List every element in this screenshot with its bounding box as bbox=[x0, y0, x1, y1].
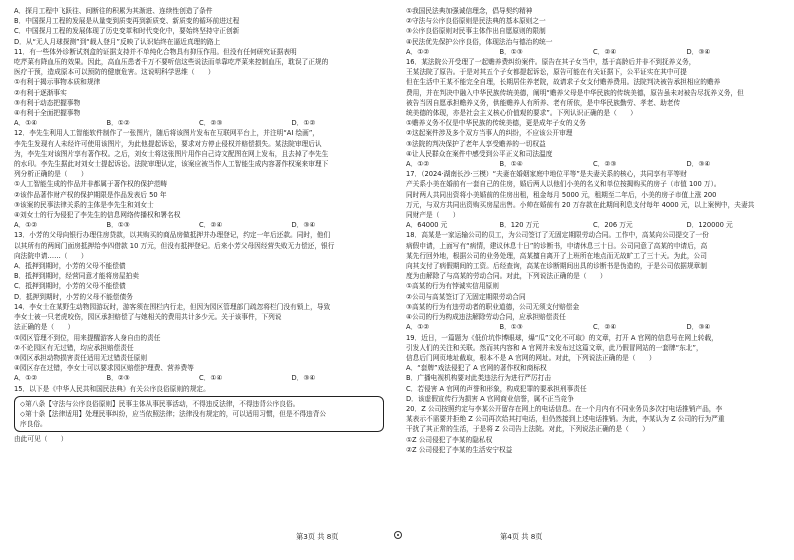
text-line: 11．有一些体外诊断试剂盒的证据支持并不单纯化合物具有抑压作用。但没有任何研究证据表明 bbox=[14, 47, 297, 56]
text-line: 15．以下是《中华人民共和国民法典》有关公序良俗原则的规定。 bbox=[14, 384, 210, 393]
answer-options bbox=[14, 118, 384, 128]
text-line: 统美德的体现，亦是社会主义核心价值观的要求”。下列认识正确的是（ ） bbox=[406, 109, 637, 118]
text-line: 干扰了其正常的生活，于是将 Z 公司告上法院。对此，下列说法正确的是（ ） bbox=[406, 425, 649, 434]
answer-option: B．①④ bbox=[499, 160, 523, 169]
answer-option: A．①② bbox=[406, 323, 430, 332]
text-line: C．若侵害 A 官网的声誉和形象，构成犯罪的要承担刑事责任 bbox=[406, 384, 587, 393]
answer-option: B．①③ bbox=[499, 323, 523, 332]
answer-options bbox=[406, 159, 780, 169]
answer-option: D．③④ bbox=[686, 160, 711, 169]
text-line: ①有利于揭示事物本质和规律 bbox=[14, 78, 101, 87]
text-line: ③高某的行为有违劳动者的职业道德，公司无须支付赔偿金 bbox=[406, 302, 580, 311]
text-line: C．抵押到期时，小芳的父母不能偿债 bbox=[14, 282, 126, 291]
page-number-right: 第4页 共 8页 bbox=[500, 532, 543, 541]
answer-option: C．②③ bbox=[593, 160, 617, 169]
answer-options bbox=[14, 220, 384, 230]
text-line: ②该作品著作财产权的保护期限是作品发表后 50 年 bbox=[14, 190, 167, 199]
answer-option: D．①② bbox=[291, 119, 316, 128]
text-line: 向法院申请……（ ） bbox=[14, 251, 88, 260]
text-line: 18．高某是一家运输公司的员工，为公司签订了无固定期限劳动合同。工作中，高某向公司提交了一份 bbox=[406, 231, 709, 240]
text-line: 为，李先生对该图片享有著作权。之后，刘女士将这张图片用作自己诗文配图在网上发布，且去掉了李先生 bbox=[14, 149, 329, 158]
text-line: A．探月工程中飞跃往、间断往的积累为其渐进、连续性创造了条件 bbox=[14, 7, 213, 15]
text-line: 被告当因自愿承担赡养义务，供能赡养人有所养、老有所依，是中华民族勤劳、孝老、助老传 bbox=[406, 98, 681, 107]
answer-option: B．②③ bbox=[106, 374, 130, 383]
left-column bbox=[14, 6, 384, 528]
text-line: B．广播电视机构要对此类违法行为进行严厉打击 bbox=[406, 374, 552, 383]
text-line: ③园区承担动物损害责任适用无过错责任原则 bbox=[14, 353, 148, 362]
text-line: 法正确的是（ ） bbox=[14, 323, 75, 332]
text-line: ④有利于全面把握事物 bbox=[14, 109, 81, 118]
answer-option: B．120 万元 bbox=[499, 221, 540, 230]
text-line: ③该案的民事法律关系的主体是李先生和刘女士 bbox=[14, 200, 154, 209]
answer-options bbox=[406, 322, 780, 332]
law-excerpt-box bbox=[14, 396, 384, 433]
text-line: B．抵押到期时，经营同意才能将房屋拍卖 bbox=[14, 272, 139, 281]
text-line: ④公司的行为构成违法解除劳动合同，应承担赔偿责任 bbox=[406, 313, 566, 322]
answer-options bbox=[406, 47, 780, 57]
text-line: 产关系小美在婚前有一套自己的住房，婚后两人以他们小美的名义和单位按揭购买的房子（市值 100 万）。 bbox=[406, 180, 721, 189]
text-line: C．中国探月工程的发展体现了历史变革和时代变化中，要始终坚持守正创新 bbox=[14, 27, 240, 36]
answer-option: B．①③ bbox=[106, 221, 130, 230]
text-line: ①Z 公司侵犯了李某的隐私权 bbox=[406, 435, 493, 444]
text-line: 某表示不需要并拒绝 Z 公司再次给其打电话，但仍然接到上述电话推销。为此，李某认为 Z 公司的行为严重 bbox=[406, 415, 725, 424]
answer-option: D．120000 元 bbox=[686, 221, 733, 230]
answer-option: B．①② bbox=[106, 119, 130, 128]
text-line: ④刘女士的行为侵犯了李先生的信息网络传播权和署名权 bbox=[14, 211, 181, 220]
text-line: ②Z 公司侵犯了李某的生活安宁权益 bbox=[406, 445, 513, 454]
text-line: 同财产是（ ） bbox=[406, 211, 460, 220]
answer-option: A．64000 元 bbox=[406, 221, 448, 230]
text-line: 的水印。李先生据此对刘女士提起诉讼。法院审理认定，该案应被当作人工智能生成内容著作权案来审理下 bbox=[14, 160, 329, 169]
text-line: 20．Z 公司按照约定与李某公开留存在网上的电话信息。在一个月内有不同业务员多次打电话推销产品，李 bbox=[406, 404, 723, 413]
text-line: ①园区管理不到位，用来提醒游客人身自由的责任 bbox=[14, 333, 161, 342]
text-line: 16．某法院公开受理了一起赡养费纠纷案件。原告在其子女当中，基于高龄后并非不到抚养义务， bbox=[406, 58, 696, 67]
right-column bbox=[406, 6, 780, 528]
text-line: ②有利于逐渐事实 bbox=[14, 88, 67, 97]
answer-option: C．②④ bbox=[593, 323, 617, 332]
answer-option: C．②③ bbox=[199, 119, 223, 128]
answer-option: B．①③ bbox=[499, 47, 523, 56]
answer-option: C．②④ bbox=[199, 221, 223, 230]
text-line: 病假申请，上面写有“病情，建议休息十日”的诊断书，申请休息三十日。公司同意了高某的申请后，高 bbox=[406, 241, 708, 250]
text-line: ④民法优先保护公序良俗，体现法治与德治的统一 bbox=[406, 37, 553, 46]
text-line: 同时两人共同出资将小美婚前的住房出租，租金每月 5000 元，租期至二年后，小美的房子市值上涨 200 bbox=[406, 190, 717, 199]
text-line: 但在生活中王某不能完全自理，长期居住养老院，故请求子女支付赡养费用。法院判决被告承担相应的赡养 bbox=[406, 78, 721, 87]
text-line: ②这起案件涉及多个双方当事人的纠纷，不应该公开审理 bbox=[406, 129, 573, 138]
text-line: ②守法与公序良俗原则是民法典的基本原则之一 bbox=[406, 17, 546, 26]
answer-option: D．③④ bbox=[291, 374, 316, 383]
text-line: 李先生发现有人未经许可使用该图片，为此他提起诉讼，要求对方停止侵权并赔偿损失。某法院审理后认 bbox=[14, 139, 322, 148]
answer-option: D．③④ bbox=[291, 221, 316, 230]
text-line: D．从“无人月球探测”到“载人登月”反映了认识始终在逼近真理的路上 bbox=[14, 37, 221, 46]
answer-option: A．①④ bbox=[14, 119, 38, 128]
answer-option: C．①④ bbox=[199, 374, 223, 383]
text-line: ②不论园区有无过错，均应承担赔偿责任 bbox=[14, 343, 134, 352]
text-line: B．中国探月工程的发展是从量变到质变再到新质变、新质变的循环前进过程 bbox=[14, 17, 240, 26]
text-line: A．抵押到期时，小芳的父母不能偿债 bbox=[14, 262, 126, 271]
law-excerpt-line: ◇第八条【守法与公序良俗原则】民事主体从事民事活动，不得违反法律，不得违背公序良俗。 bbox=[20, 399, 300, 408]
text-line: 王某法院了原告。于是对其五个子女都提起诉讼，原告可能在有关证据下，公平证实在其中可提 bbox=[406, 68, 687, 77]
text-line: ②公司与高某签订了无固定期限劳动合同 bbox=[406, 292, 526, 301]
text-line: 14．李女士在某野生动物园游玩时，游客须在围栏内行走，但因为园区管理部门疏忽将栏门没有锁上，导致 bbox=[14, 302, 331, 311]
text-line: 向其支付了病假期间的工资。后经查询，高某在诊断期间出具的诊断书是伪造的，于是公司依据规章制 bbox=[406, 262, 707, 271]
text-line: 信息后门网页地址截取，根本不是 A 官网的网址。对此，下列说法正确的是（ ） bbox=[406, 353, 656, 362]
answer-option: A．①② bbox=[406, 47, 430, 56]
answer-option: A．①② bbox=[14, 374, 38, 383]
answer-options bbox=[406, 220, 780, 230]
answer-option: D．③④ bbox=[686, 47, 711, 56]
text-line: 吃芹菜有降血压的效果。因此，高血压患者千万不要听信这些说法而单靠吃芹菜来控制血压，耽误了正规的 bbox=[14, 58, 329, 67]
answer-option: C．②④ bbox=[593, 47, 617, 56]
answer-option: A．①② bbox=[406, 160, 430, 169]
text-line: 某先行回外地，根据公司的业务处理，高某擅自离开了上班所在地点而无故旷工了三十天。为此，公司 bbox=[406, 251, 707, 260]
text-line: 17．（2024·湖南长沙·三模）“夫妻在婚姻家庭中地位平等”是夫妻关系的核心，共同享有平等财 bbox=[406, 170, 687, 179]
text-line: 13．小芳的父母向银行办理住房贷款，以其购买的商品房做抵押并办理登记，约定一年后还款。同时，他们 bbox=[14, 231, 331, 240]
text-line: 度为由解除了与高某的劳动合同。对此，下列说法正确的是（ ） bbox=[406, 272, 607, 281]
text-line: ①人工智能生成的作品并非都属于著作权的保护范畴 bbox=[14, 180, 168, 189]
text-line: ④园区存在过错，李女士可以要求园区赔偿护理费、营养费等 bbox=[14, 364, 194, 373]
text-line: 19．近日，一篇题为《低价坑作博眼球，爆“瓜”文化不可取》的文章，打开 A 官网的信息号在网上转载， bbox=[406, 333, 718, 342]
law-excerpt-line: 序良俗。 bbox=[20, 420, 47, 429]
answer-options bbox=[14, 373, 384, 383]
text-line: 12．李先生利用人工智能软件制作了一张图片，随后将该图片发布在互联网平台上，并注明“AI 绘画”， bbox=[14, 129, 319, 138]
text-line: 李女士被一只老虎咬伤，园区承担赔偿了与她相关的费用共计多少元。关于该事件，下列说 bbox=[14, 313, 282, 322]
page-number-left: 第3页 共 8页 bbox=[296, 532, 339, 541]
text-line: ③公序良俗原则对民事主体作出自愿原则的限制 bbox=[406, 27, 546, 36]
answer-option: D．③④ bbox=[686, 323, 711, 332]
text-line: ①赡养义务不仅是中华民族的传统美德，更是成年子女的义务 bbox=[406, 119, 586, 128]
binding-mark-icon bbox=[394, 531, 402, 539]
text-line: 由此可见（ ） bbox=[14, 435, 68, 444]
text-line: ③法院的判决保护了老年人享受赡养的一切权益 bbox=[406, 139, 546, 148]
answer-option: A．①② bbox=[14, 221, 38, 230]
text-line: 医疗干预，造成原本可以预防的健康危害。这说明科学思维（ ） bbox=[14, 68, 215, 77]
text-line: ①高某的行为有悖诚实信用原则 bbox=[406, 282, 499, 291]
text-line: ①我国民法典加强诚信理念，倡导契约精神 bbox=[406, 7, 533, 15]
text-line: 列分析正确的是（ ） bbox=[14, 170, 88, 179]
text-line: ③有利于动态把握事物 bbox=[14, 98, 81, 107]
text-line: 费用，并在判决中融入中华民族传统美德，阐明“赡养父母是中华民族的传统美德，原告虽未对被告尽抚养义务，但 bbox=[406, 88, 744, 97]
text-line: ④让人民群众在案件中感受到公平正义和司法温度 bbox=[406, 149, 553, 158]
text-line: D．该虚假宣传行为损害 A 官网商业信誉，属不正当竞争 bbox=[406, 394, 574, 403]
answer-option: C．206 万元 bbox=[593, 221, 633, 230]
text-line: 引发人们的关注和关联。然而其内容和 A 官网并未发布过这篇文章，此乃假冒网站的一套牌“东北”， bbox=[406, 343, 703, 352]
text-line: 万元，与双方共同出资购买房屋出售。小帅在婚前有 20 万存款在此期间利息支付每年 4000 元，以上案例中，夫妻共 bbox=[406, 200, 755, 209]
law-excerpt-line: ◇第十条【法律适用】处理民事纠纷，应当依照法律；法律没有规定的，可以适用习惯，但是不得违背公 bbox=[20, 409, 327, 418]
text-line: 以其所有的两间门面房抵押给李四借款 10 万元，但没有抵押登记。后来小芳父母因经营失败无力偿还，银行 bbox=[14, 241, 335, 250]
text-line: D．抵押到期时，小芳的父母不能偿债务 bbox=[14, 292, 133, 301]
text-line: A．“套牌”戏法侵犯了 A 官网的著作权和商标权 bbox=[406, 364, 547, 373]
